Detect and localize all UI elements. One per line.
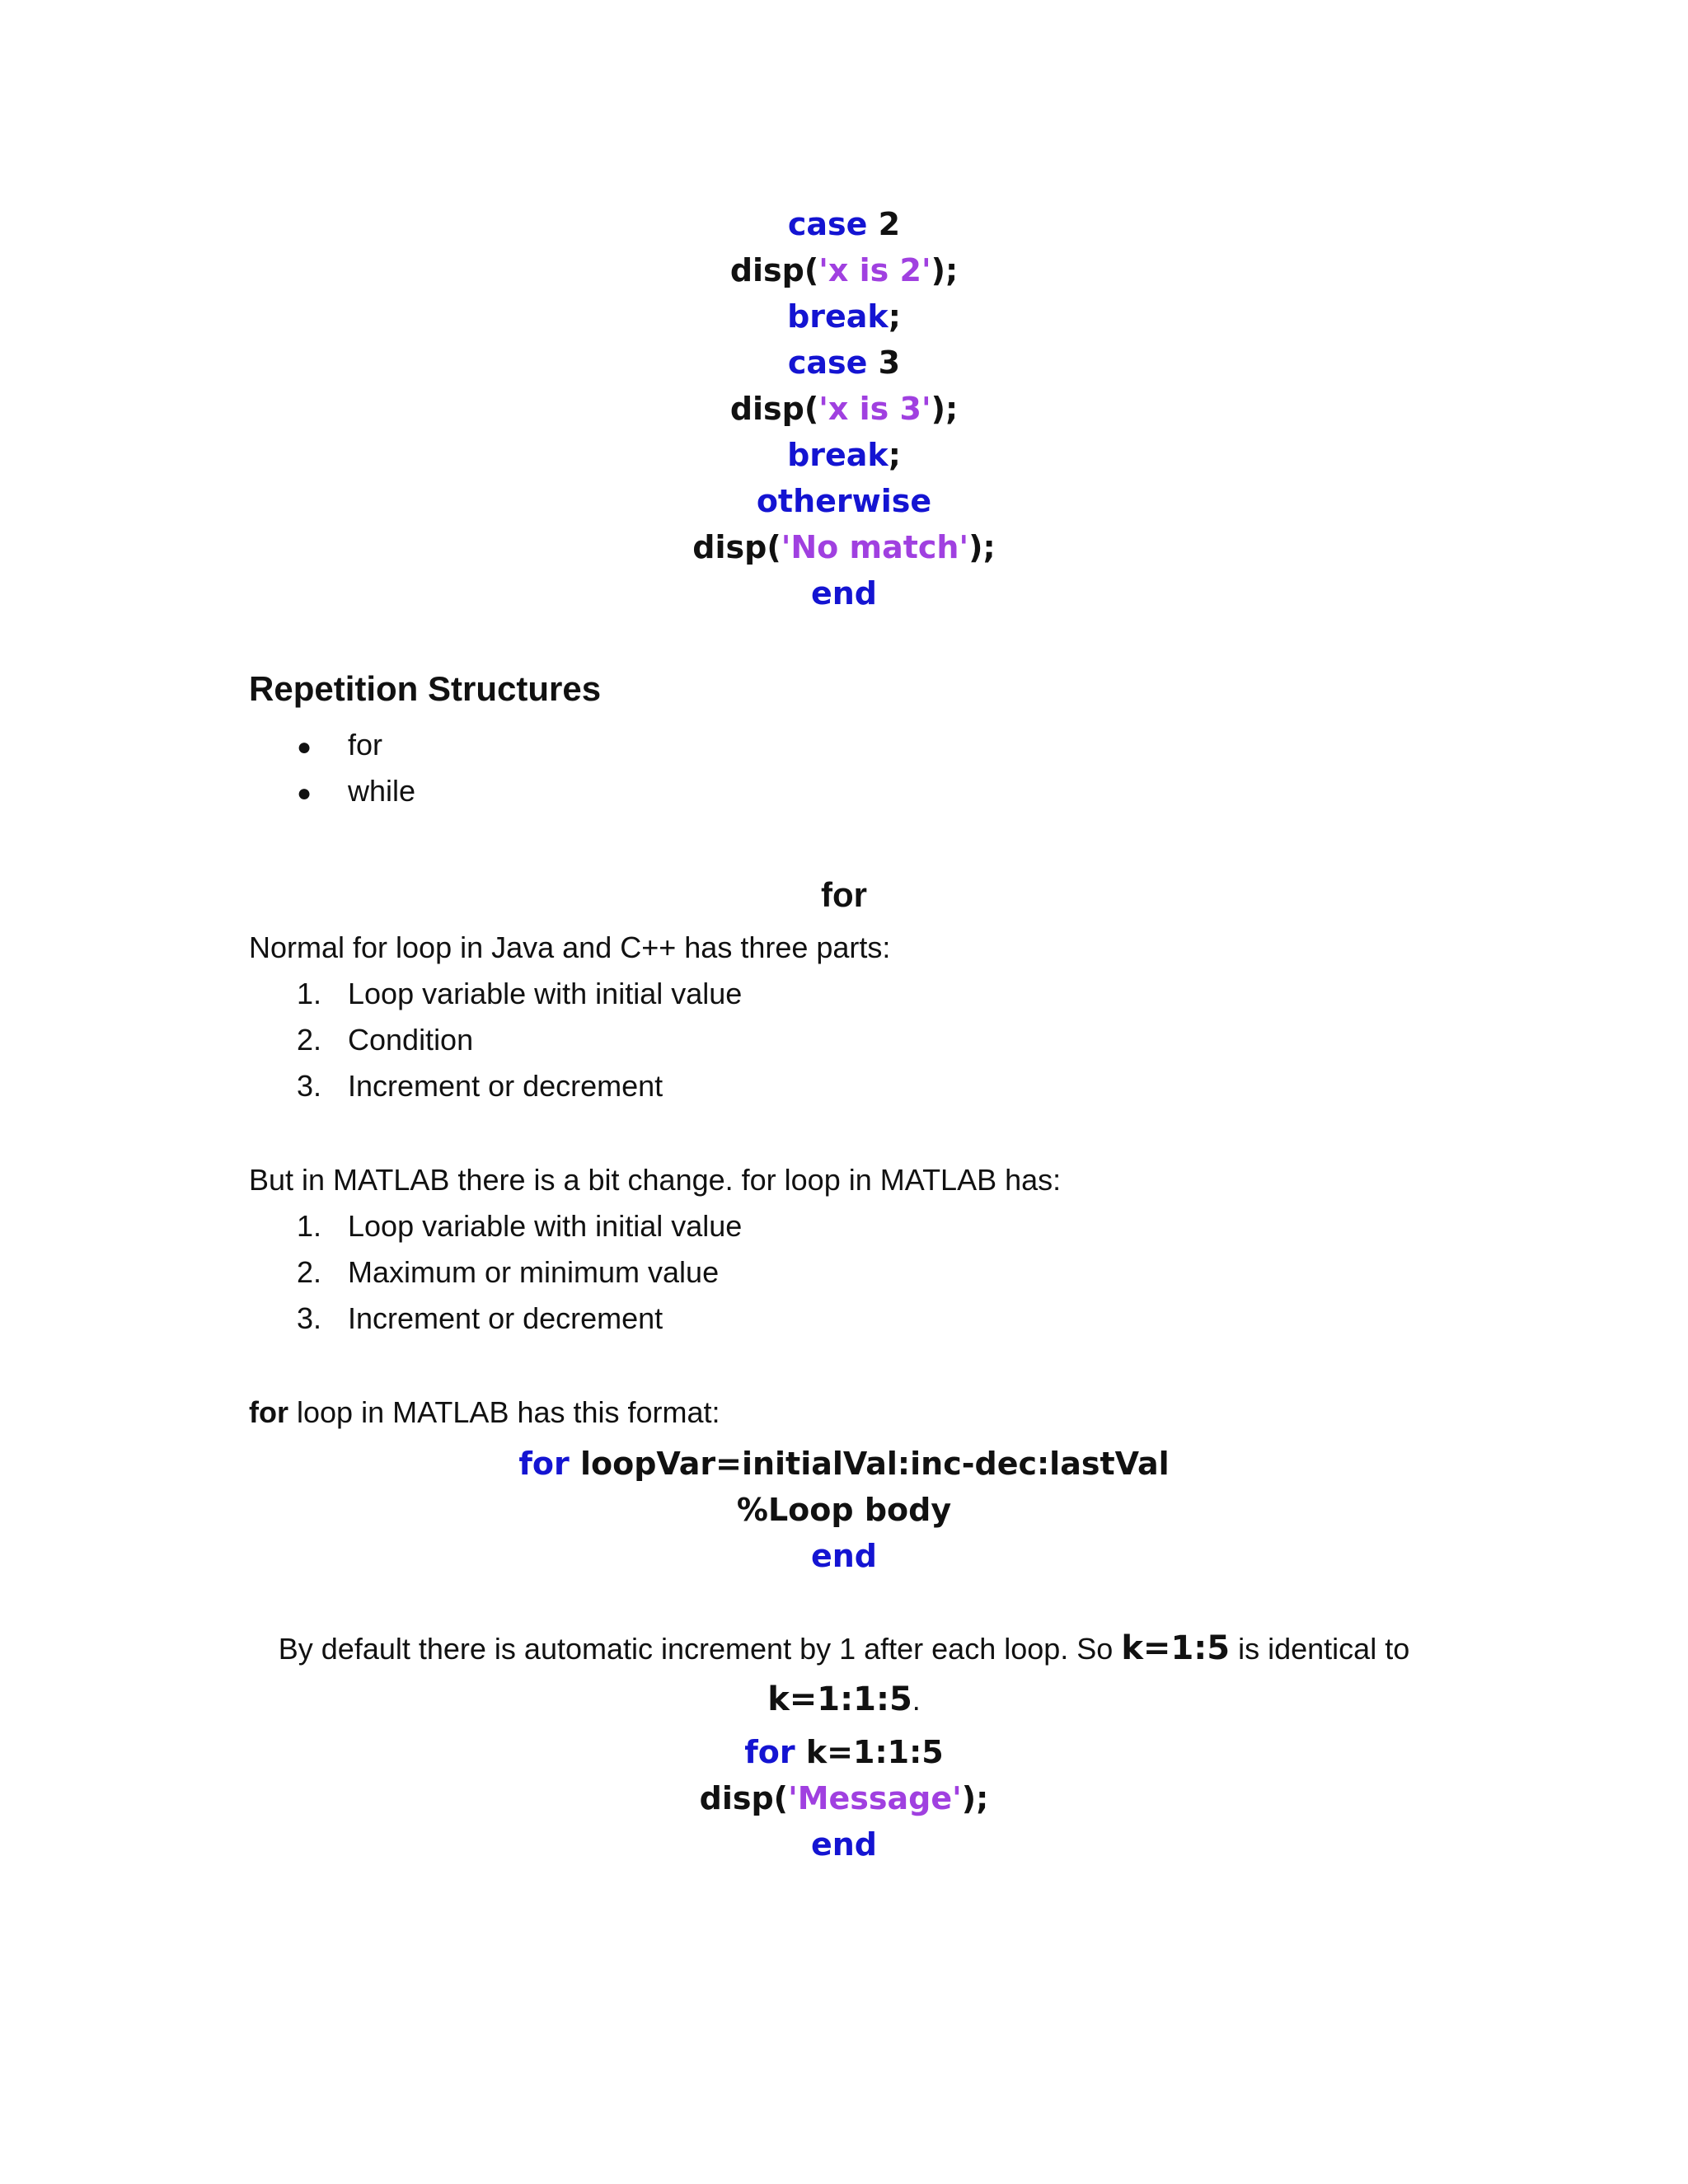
code-text: ;: [888, 437, 901, 473]
code-comment: %Loop body: [736, 1492, 952, 1528]
string-literal: 'Message': [788, 1780, 962, 1816]
subsection-heading: for: [821, 875, 867, 914]
list-text: Loop variable with initial value: [348, 1209, 743, 1243]
list-number: 1.: [297, 1209, 322, 1243]
string-literal: 'x is 3': [818, 391, 931, 427]
keyword: end: [810, 1826, 878, 1863]
code-line-otherwise: [0, 478, 1688, 524]
bullet-item: [297, 722, 382, 771]
keyword: case: [787, 206, 868, 242]
paragraph: [0, 1676, 1688, 1723]
paragraph-text: .: [912, 1683, 921, 1717]
list-text: Condition: [348, 1023, 474, 1057]
keyword: for: [518, 1446, 570, 1482]
code-text: 3: [867, 344, 901, 381]
bullet-icon: ●: [297, 733, 312, 761]
paragraph: Normal for loop in Java and C++ has three parts:: [249, 930, 891, 964]
code-line-case-2: [0, 201, 1688, 247]
code-line-comment: [0, 1487, 1688, 1533]
keyword: otherwise: [756, 483, 932, 519]
list-number: 1.: [297, 977, 322, 1010]
paragraph: [0, 1625, 1688, 1672]
keyword: for: [744, 1734, 795, 1770]
paragraph: [249, 1390, 720, 1436]
keyword: case: [787, 344, 868, 381]
code-text: );: [931, 391, 959, 427]
list-text: Maximum or minimum value: [348, 1255, 720, 1289]
bullet-text: while: [348, 774, 416, 808]
code-line-disp-3: [0, 386, 1688, 432]
list-number: 2.: [297, 1023, 322, 1057]
code-line-end: [0, 1533, 1688, 1579]
code-line-disp-2: [0, 247, 1688, 293]
code-text: );: [968, 529, 996, 565]
code-text: );: [931, 252, 959, 288]
paragraph-text: loop in MATLAB has this format:: [288, 1395, 720, 1429]
code-text: ;: [888, 298, 901, 335]
list-number: 3.: [297, 1069, 322, 1103]
keyword: end: [810, 1538, 878, 1574]
keyword: end: [810, 575, 878, 612]
code-text: disp(: [729, 252, 819, 288]
code-line-end: [0, 1821, 1688, 1868]
code-line-for-format: [0, 1441, 1688, 1487]
code-text: k=1:1:5: [795, 1734, 944, 1770]
list-number: 2.: [297, 1255, 322, 1289]
list-item: [297, 1203, 742, 1249]
code-line-end: [0, 570, 1688, 616]
paragraph: But in MATLAB there is a bit change. for loop in MATLAB has:: [249, 1163, 1062, 1197]
list-item: [297, 971, 742, 1017]
paragraph-text: By default there is automatic increment by 1 after each loop. So: [278, 1632, 1122, 1666]
section-heading: Repetition Structures: [249, 669, 602, 708]
bold-text: for: [249, 1395, 288, 1429]
code-text: );: [961, 1780, 989, 1816]
list-text: Loop variable with initial value: [348, 977, 743, 1010]
bullet-icon: ●: [297, 780, 312, 807]
bullet-text: for: [348, 728, 383, 762]
keyword: break: [787, 437, 889, 473]
list-text: Increment or decrement: [348, 1301, 663, 1335]
string-literal: 'x is 2': [818, 252, 931, 288]
code-line-break: [0, 432, 1688, 478]
bullet-item: [297, 768, 415, 817]
list-item: [297, 1296, 663, 1342]
inline-code: k=1:5: [1121, 1629, 1231, 1667]
string-literal: 'No match': [781, 529, 969, 565]
code-line-break: [0, 293, 1688, 340]
list-item: [297, 1063, 663, 1109]
list-text: Increment or decrement: [348, 1069, 663, 1103]
list-number: 3.: [297, 1301, 322, 1335]
code-line-disp-no-match: [0, 524, 1688, 570]
inline-code: k=1:1:5: [767, 1680, 912, 1718]
list-item: [297, 1249, 719, 1296]
list-item: [297, 1017, 473, 1063]
code-text: loopVar=initialVal:inc-dec:lastVal: [569, 1446, 1170, 1482]
code-line-for-example: [0, 1729, 1688, 1775]
code-text: disp(: [692, 529, 781, 565]
code-text: disp(: [699, 1780, 789, 1816]
code-text: disp(: [729, 391, 819, 427]
code-text: 2: [867, 206, 901, 242]
code-line-case-3: [0, 340, 1688, 386]
keyword: break: [787, 298, 889, 335]
paragraph-text: is identical to: [1230, 1632, 1410, 1666]
code-line-disp-message: [0, 1775, 1688, 1821]
